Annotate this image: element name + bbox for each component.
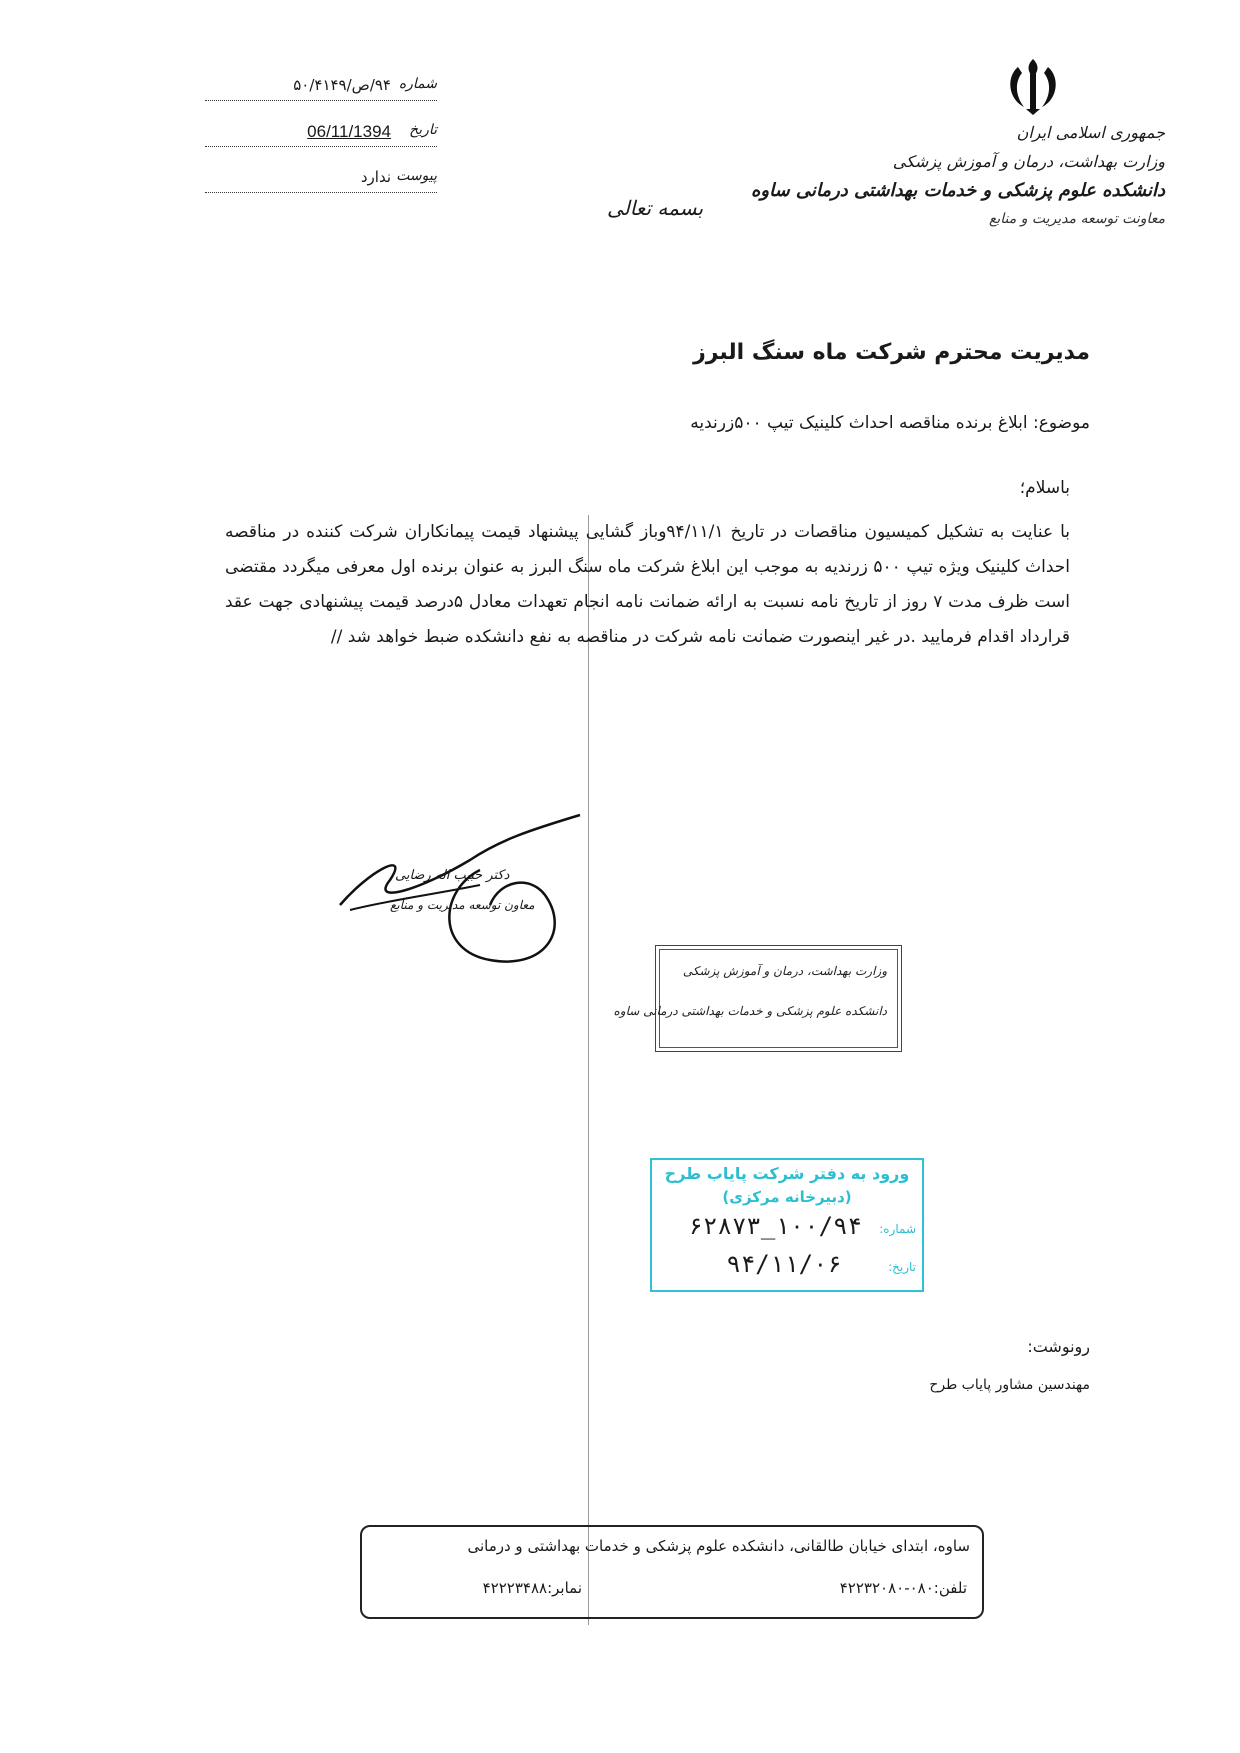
date-value: 06/11/1394 — [307, 122, 391, 141]
organization-header — [750, 118, 1165, 234]
footer-address: ساوه، ابتدای خیابان طالقانی، دانشکده علوم پزشکی و خدمات بهداشتی و درمانی — [467, 1537, 970, 1555]
subject: موضوع: ابلاغ برنده مناقصه احداث کلینیک تیپ ۵۰۰زرندیه — [690, 413, 1090, 433]
number-label: شماره — [398, 76, 437, 92]
receipt-number-value: ۱۰۰/۹۴_۶۲۸۷۳ — [688, 1212, 862, 1240]
attachment-label: پیوست — [396, 168, 437, 184]
receipt-date-label: تاریخ: — [888, 1260, 916, 1274]
receipt-stamp — [650, 1158, 924, 1292]
attachment-row — [205, 168, 437, 193]
footer-box — [360, 1525, 984, 1619]
letter-body: با عنایت به تشکیل کمیسیون مناقصات در تاریخ ۹۴/۱۱/۱وباز گشایی پیشنهاد قیمت پیمانکاران شرکت کننده در مناقصه احداث کلینیک ویژه تیپ ۵۰۰ زرندیه به موجب این ابلاغ شرکت ماه سنگ البرز به عنوان برنده اول معرفی میگردد مقتضی است ظرف مدت ۷ روز از تاریخ نامه نسبت به ارائه ضمانت نامه انجام تعهدات معادل ۵درصد قیمت پیشنهادی جهت عقد قرارداد اقدام فرمایید .در غیر اینصورت ضمانت نامه شرکت در مناقصه به نفع دانشکده ضبط خواهد شد // — [225, 522, 1071, 647]
signer-title: معاون توسعه مدیریت و منابع — [390, 898, 535, 912]
letter-date-row — [205, 122, 437, 147]
greeting: باسلام؛ — [1019, 478, 1070, 498]
receipt-title: ورود به دفتر شرکت پایاب طرح — [664, 1164, 910, 1183]
cc-item: مهندسین مشاور پایاب طرح — [929, 1377, 1090, 1393]
fold-line — [588, 515, 589, 1625]
signer-name: دکتر حبیب اله رضایی — [395, 868, 510, 883]
footer-phone: تلفن:۰۸۰-۴۲۲۳۲۰۸۰ — [839, 1579, 967, 1597]
receipt-number-label: شماره: — [879, 1222, 916, 1236]
org-line-1: جمهوری اسلامی ایران — [1016, 123, 1165, 142]
cc-label: رونوشت: — [1027, 1337, 1090, 1356]
bismillah: بسمه تعالی — [606, 196, 704, 220]
org-line-2: وزارت بهداشت، درمان و آموزش پزشکی — [892, 152, 1165, 171]
emblem-icon — [1000, 55, 1066, 117]
org-line-4: معاونت توسعه مدیریت و منابع — [988, 211, 1165, 227]
recipient: مدیریت محترم شرکت ماه سنگ البرز — [693, 340, 1090, 365]
signature-icon — [330, 810, 620, 980]
receipt-subtitle: (دبیرخانه مرکزی) — [722, 1188, 852, 1206]
date-label: تاریخ — [409, 122, 437, 138]
footer-fax: نمابر:۴۲۲۲۳۴۸۸ — [482, 1579, 582, 1597]
ministry-stamp-line-1: وزارت بهداشت، درمان و آموزش پزشکی — [682, 964, 887, 978]
ministry-stamp-line-2: دانشکده علوم پزشکی و خدمات بهداشتی درمانی ساوه — [613, 1004, 887, 1018]
attachment-value: ندارد — [360, 168, 391, 186]
org-line-3: دانشکده علوم پزشکی و خدمات بهداشتی درمانی ساوه — [750, 180, 1165, 201]
receipt-date-value: ۹۴/۱۱/۰۶ — [726, 1250, 842, 1278]
letter-number-row — [205, 76, 437, 101]
number-value: ۹۴/ص/۵۰/۴۱۴۹ — [293, 76, 391, 94]
ministry-stamp — [613, 945, 902, 1052]
